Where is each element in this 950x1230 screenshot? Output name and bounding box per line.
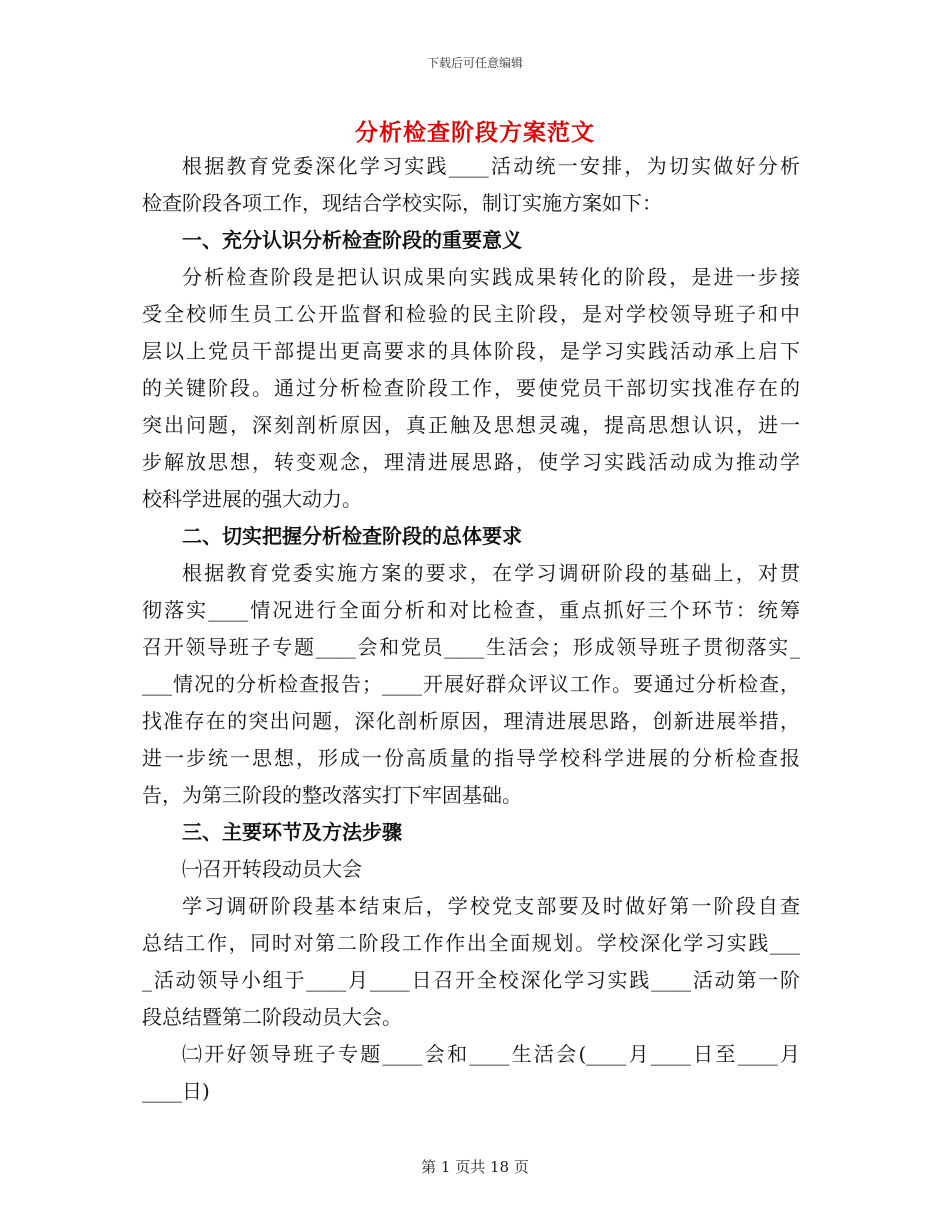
page-header: 下载后可任意编辑: [426, 56, 523, 70]
text-line: 找准存在的突出问题，深化剖析原因，理清进展思路，创新进展举措，: [142, 709, 800, 733]
text-line: 检查阶段各项工作，现结合学校实际，制订实施方案如下：: [142, 191, 662, 215]
page-footer: 第 1 页共 18 页: [421, 1158, 529, 1176]
text-line: ____日): [142, 1079, 210, 1103]
text-line: 进一步统一思想，形成一份高质量的指导学校科学进展的分析检查报: [142, 746, 800, 770]
document-title: 分析检查阶段方案范文: [355, 119, 595, 146]
text-line: ___情况的分析检查报告；____开展好群众评议工作。要通过分析检查，: [142, 672, 800, 696]
text-line: 总结工作，同时对第二阶段工作作出全面规划。学校深化学习实践___: [142, 931, 800, 955]
text-line: 分析检查阶段是把认识成果向实践成果转化的阶段，是进一步接: [182, 265, 800, 289]
text-line: 层以上党员干部提出更高要求的具体阶段，是学习实践活动承上启下: [142, 339, 800, 363]
text-line: 根据教育党委实施方案的要求，在学习调研阶段的基础上，对贯: [182, 561, 800, 585]
text-line: 学习调研阶段基本结束后，学校党支部要及时做好第一阶段自查: [182, 894, 800, 918]
text-line: 根据教育党委深化学习实践____活动统一安排，为切实做好分析: [182, 154, 800, 178]
text-line: 彻落实____情况进行全面分析和对比检查，重点抓好三个环节：统筹: [142, 598, 800, 622]
text-line: 告，为第三阶段的整改落实打下牢固基础。: [142, 783, 522, 807]
section-heading: 一、充分认识分析检查阶段的重要意义: [182, 228, 522, 252]
section-heading: 二、切实把握分析检查阶段的总体要求: [182, 524, 522, 548]
text-line: 召开领导班子专题____会和党员____生活会；形成领导班子贯彻落实_: [142, 635, 800, 659]
text-line: 段总结暨第二阶段动员大会。: [142, 1005, 402, 1029]
text-line: 的关键阶段。通过分析检查阶段工作，要使党员干部切实找准存在的: [142, 376, 800, 400]
text-line: ㈡开好领导班子专题____会和____生活会(____月____日至____月: [182, 1042, 800, 1066]
document-body: [142, 148, 800, 1110]
text-line: ㈠召开转段动员大会: [182, 857, 362, 881]
text-line: 受全校师生员工公开监督和检验的民主阶段，是对学校领导班子和中: [142, 302, 800, 326]
text-line: 步解放思想，转变观念，理清进展思路，使学习实践活动成为推动学: [142, 450, 800, 474]
text-line: 校科学进展的强大动力。: [142, 487, 362, 511]
text-line: _活动领导小组于____月____日召开全校深化学习实践____活动第一阶: [142, 968, 800, 992]
text-line: 突出问题，深刻剖析原因，真正触及思想灵魂，提高思想认识，进一: [142, 413, 800, 437]
section-heading: 三、主要环节及方法步骤: [182, 820, 402, 844]
